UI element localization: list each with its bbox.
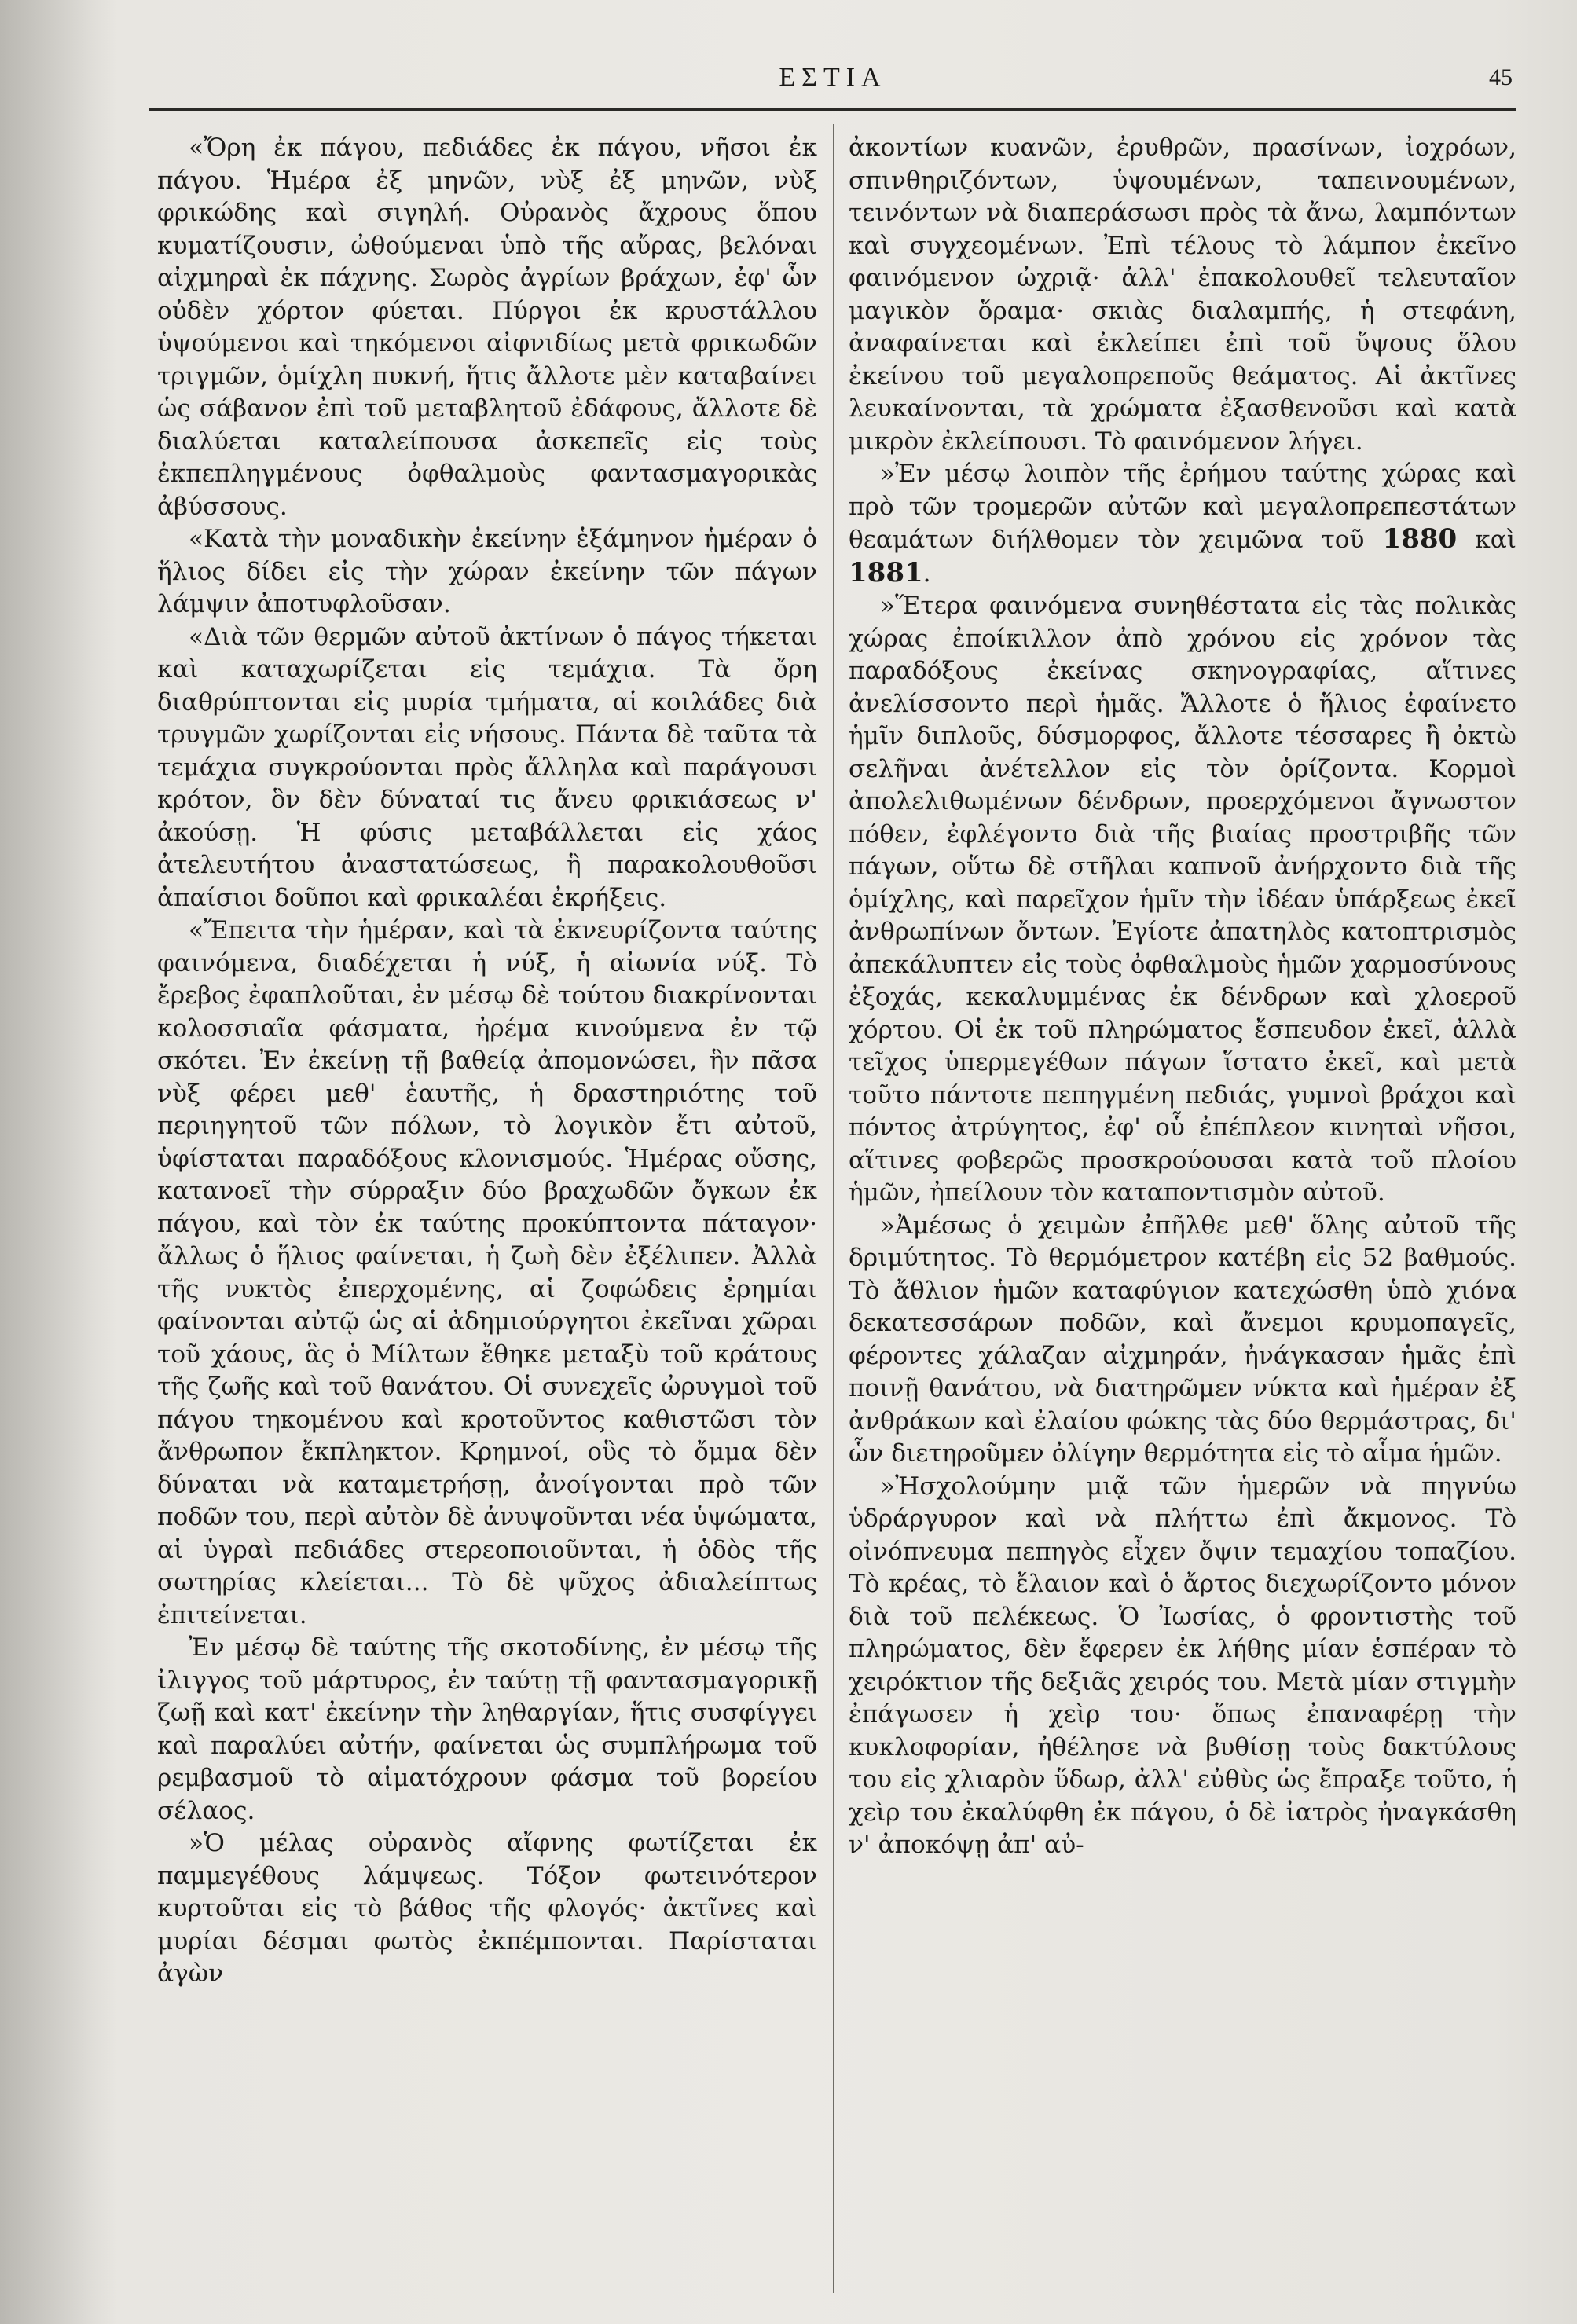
paragraph-text: . [922,559,931,588]
paragraph-continued: ἀκοντίων κυανῶν, ἐρυθρῶν, πρασίνων, ἰοχρόων, σπινθηριζόντων, ὑψουμένων, ταπεινουμένων, τεινόντων νὰ διαπεράσωσι πρὸς τὰ ἄνω, λαμπόντων καὶ συγχεομένων. Ἐπὶ τέλους τὸ λάμπον ἐκεῖνο φαινόμενον ὠχριᾷ· ἀλλ' ἐπακολουθεῖ τελευταῖον μαγικὸν ὅραμα· σκιὰς διαλαμπής, ἡ στεφάνη, ἀναφαίνεται καὶ ἐκλείπει ἐπὶ τοῦ ὕψους ὅλου ἐκείνου τοῦ μεγαλοπρεποῦς θεάματος. Αἱ ἀκτῖνες λευκαίνονται, τὰ χρώματα ἐξασθενοῦσι καὶ κατὰ μικρὸν ἐκλείπουσι. Τὸ φαινόμενον λήγει. [849,134,1516,456]
paragraph: »Ἕτερα φαινόμενα συνηθέστατα εἰς τὰς πολικὰς χώρας ἐποίκιλλον ἀπὸ χρόνου εἰς χρόνον τὰς παραδόξους ἐκείνας σκηνογραφίας, αἵτινες ἀνελίσσοντο περὶ ἡμᾶς. Ἄλλοτε ὁ ἥλιος ἐφαίνετο ἡμῖν διπλοῦς, δύσμορφος, ἄλλοτε τέσσαρες ἢ ὀκτὼ σελῆναι ἀνέτελλον εἰς τὸν ὁρίζοντα. Κορμοὶ ἀπολελιθωμένων δένδρων, προερχόμενοι ἄγνωστον πόθεν, ἐφλέγοντο διὰ τῆς βιαίας προστριβῆς τῶν πάγων, οὕτω δὲ στῆλαι καπνοῦ ἀνήρχοντο διὰ τῆς ὁμίχλης, καὶ παρεῖχον ἡμῖν τὴν ἰδέαν ὑπάρξεως ἐκεῖ ἀνθρωπίνων ὄντων. Ἐγίοτε ἀπατηλὸς κατοπτρισμὸς ἀπεκάλυπτεν εἰς τοὺς ὀφθαλμοὺς ἡμῶν χαρμοσύνους ἐξοχάς, κεκαλυμμένας ἐκ δένδρων καὶ χλοεροῦ χόρτου. Οἱ ἐκ τοῦ πληρώματος ἔσπευδον ἐκεῖ, ἀλλὰ τεῖχος ὑπερμεγέθων πάγων ἵστατο ἐκεῖ, καὶ μετὰ τοῦτο πάντοτε πεπηγμένη πεδιάς, γυμνοὶ βράχοι καὶ πόντος ἀτρύγητος, ἐφ' οὗ ἐπέπλεον κινηταὶ νῆσοι, αἵτινες φοβερῶς προσκρούουσαι κατὰ τοῦ πλοίου ἡμῶν, ἠπείλουν τὸν καταποντισμὸν αὐτοῦ. [849,592,1516,1207]
temperature-value: 52 [1362,1244,1394,1272]
left-column [157,132,817,1991]
paragraph-text: »Ἐν μέσῳ λοιπὸν τῆς ἐρήμου ταύτης χώρας καὶ πρὸ τῶν τρομερῶν αὐτῶν καὶ μεγαλοπρεπεστάτων θεαμάτων διήλθομεν τὸν χειμῶνα τοῦ [849,460,1516,554]
year-1881: 1881 [849,556,923,588]
running-title: ΕΣΤΙΑ [779,63,887,92]
binding-shadow [0,0,118,2324]
paragraph: «Ὄρη ἐκ πάγου, πεδιάδες ἐκ πάγου, νῆσοι ἐκ πάγου. Ἡμέρα ἐξ μηνῶν, νὺξ ἐξ μηνῶν, νὺξ φρικώδης καὶ σιγηλή. Οὐρανὸς ἄχρους ὅπου κυματίζουσιν, ὠθούμεναι ὑπὸ τῆς αὔρας, βελόναι αἰχμηραὶ ἐκ πάχνης. Σωρὸς ἀγρίων βράχων, ἐφ' ὧν οὐδὲν χόρτον φύεται. Πύργοι ἐκ κρυστάλλου ὑψούμενοι καὶ τηκόμενοι αἰφνιδίως μετὰ φρικωδῶν τριγμῶν, ὁμίχλη πυκνή, ἥτις ἄλλοτε μὲν καταβαίνει ὡς σάβανον ἐπὶ τοῦ μεταβλητοῦ ἐδάφους, ἄλλοτε δὲ διαλύεται καταλείπουσα ἀσκεπεῖς εἰς τοὺς ἐκπεπληγμένους ὀφθαλμοὺς φαντασμαγορικὰς ἀβύσσους. [157,134,817,521]
paragraph: «Ἔπειτα τὴν ἡμέραν, καὶ τὰ ἐκνευρίζοντα ταύτης φαινόμενα, διαδέχεται ἡ νύξ, ἡ αἰωνία νύξ. Τὸ ἔρεβος ἐφαπλοῦται, ἐν μέσῳ δὲ τούτου διακρίνονται κολοσσιαῖα φάσματα, ἠρέμα κινούμενα ἐν τῷ σκότει. Ἐν ἐκείνῃ τῇ βαθείᾳ ἀπομονώσει, ἣν πᾶσα νὺξ φέρει μεθ' ἑαυτῆς, ἡ δραστηριότης τοῦ περιηγητοῦ τῶν πόλων, τὸ λογικὸν ἔτι αὐτοῦ, ὑφίσταται παραδόξους κλονισμούς. Ἡμέρας οὔσης, κατανοεῖ τὴν σύρραξιν δύο βραχωδῶν ὄγκων ἐκ πάγου, καὶ τὸν ἐκ ταύτης προκύπτοντα πάταγον· ἄλλως ὁ ἥλιος φαίνεται, ἡ ζωὴ δὲν ἐξέλιπεν. Ἀλλὰ τῆς νυκτὸς ἐπερχομένης, αἱ ζοφώδεις ἐρημίαι φαίνονται αὐτῷ ὡς αἱ ἀδημιούργητοι ἐκεῖναι χῶραι τοῦ χάους, ἃς ὁ Μίλτων ἔθηκε μεταξὺ τοῦ κράτους τῆς ζωῆς καὶ τοῦ θανάτου. Οἱ συνεχεῖς ὠρυγμοὶ τοῦ πάγου τηκομένου καὶ κροτοῦντος καθιστῶσι τὸν ἄνθρωπον ἔκπληκτον. Κρημνοί, οὓς τὸ ὄμμα δὲν δύναται νὰ καταμετρήσῃ, ἀνοίγονται πρὸ τῶν ποδῶν του, περὶ αὐτὸν δὲ ἀνυψοῦνται νέα ὑψώματα, αἱ ὑγραὶ πεδιάδες στερεοποιοῦνται, ἡ ὁδὸς τῆς σωτηρίας κλείεται... Τὸ δὲ ψῦχος ἀδιαλείπτως ἐπιτείνεται. [157,916,817,1629]
paragraph [849,458,1516,590]
paragraph-text: καὶ [1457,526,1516,554]
year-1880: 1880 [1382,523,1458,555]
page-header [153,63,1513,110]
paragraph [849,1210,1516,1471]
page-number: 45 [1489,64,1513,90]
paragraph: «Κατὰ τὴν μοναδικὴν ἐκείνην ἑξάμηνον ἡμέραν ὁ ἥλιος δίδει εἰς τὴν χώραν ἐκείνην τῶν πάγων λάμψιν ἀποτυφλοῦσαν. [157,525,817,618]
right-column [849,132,1516,1862]
paragraph-text: »Ἀμέσως ὁ χειμὼν ἐπῆλθε μεθ' ὅλης αὐτοῦ τῆς δριμύτητος. Τὸ θερμόμετρον κατέβη εἰς [849,1211,1516,1272]
paragraph-text: βαθμούς. Τὸ ἄθλιον ἡμῶν καταφύγιον κατεχώσθη ὑπὸ χιόνα δεκατεσσάρων ποδῶν, καὶ ἄνεμοι κρυμοπαγεῖς, φέροντες χάλαζαν αἰχμηράν, ἠνάγκασαν ἡμᾶς ἐπὶ ποινῇ θανάτου, νὰ διατηρῶμεν νύκτα καὶ ἡμέραν ἐξ ἀνθράκων καὶ ἐλαίου φώκης τὰς δύο θερμάστρας, δι' ὧν διετηροῦμεν ὀλίγην θερμότητα εἰς τὸ αἷμα ἡμῶν. [849,1244,1516,1468]
paragraph: Ἐν μέσῳ δὲ ταύτης τῆς σκοτοδίνης, ἐν μέσῳ τῆς ἰλιγγος τοῦ μάρτυρος, ἐν ταύτῃ τῇ φαντασμαγορικῇ ζωῇ καὶ κατ' ἐκείνην τὴν ληθαργίαν, ἥτις συσφίγγει καὶ παραλύει αὐτήν, φαίνεται ὡς συμπλήρωμα τοῦ ρεμβασμοῦ τὸ αἱματόχρουν φάσμα τοῦ βορείου σέλαος. [157,1633,817,1825]
paragraph: «Διὰ τῶν θερμῶν αὐτοῦ ἀκτίνων ὁ πάγος τήκεται καὶ καταχωρίζεται εἰς τεμάχια. Τὰ ὄρη διαθρύπτονται εἰς μυρία τμήματα, αἱ κοιλάδες διὰ τρυγμῶν χωρίζονται εἰς νήσους. Πάντα δὲ ταῦτα τὰ τεμάχια συγκρούονται πρὸς ἄλληλα καὶ παράγουσι κρότον, ὃν δὲν δύναταί τις ἄνευ φρικιάσεως ν' ἀκούσῃ. Ἡ φύσις μεταβάλλεται εἰς χάος ἀτελευτήτου ἀναστατώσεως, ἣ παρακολουθοῦσι ἀπαίσιοι δοῦποι καὶ φρικαλέαι ἐκρήξεις. [157,622,817,912]
paragraph: »Ἠσχολούμην μιᾷ τῶν ἡμερῶν νὰ πηγνύω ὑδράργυρον καὶ νὰ πλήττω ἐπὶ ἄκμονος. Τὸ οἰνόπνευμα πεπηγὸς εἶχεν ὄψιν τεμαχίου τοπαζίου. Τὸ κρέας, τὸ ἔλαιον καὶ ὁ ἄρτος διεχωρίζοντο μόνον διὰ τοῦ πελέκεως. Ὁ Ἰωσίας, ὁ φροντιστὴς τοῦ πληρώματος, δὲν ἔφερεν ἐκ λήθης μίαν ἑσπέραν τὸ χειρόκτιον τῆς δεξιᾶς χειρός του. Μετὰ μίαν στιγμὴν ἐπάγωσεν ἡ χεὶρ του· ὅπως ἐπαναφέρῃ τὴν κυκλοφορίαν, ἠθέλησε νὰ βυθίσῃ τοὺς δακτύλους του εἰς χλιαρὸν ὕδωρ, ἀλλ' εὐθὺς ὡς ἔπραξε τοῦτο, ἡ χεὶρ του ἐκαλύφθη ἐκ πάγου, ὁ δὲ ἰατρὸς ἠναγκάσθη ν' ἀποκόψῃ ἀπ' αὐ- [849,1472,1516,1859]
column-divider [833,124,834,2293]
paragraph: »Ὁ μέλας οὐρανὸς αἴφνης φωτίζεται ἐκ παμμεγέθους λάμψεως. Τόξον φωτεινότερον κυρτοῦται εἰς τὸ βάθος τῆς φλογός· ἀκτῖνες καὶ μυρίαι δέσμαι φωτὸς ἐκπέμπονται. Παρίσταται ἀγὼν [157,1829,817,1988]
header-rule [149,108,1516,111]
